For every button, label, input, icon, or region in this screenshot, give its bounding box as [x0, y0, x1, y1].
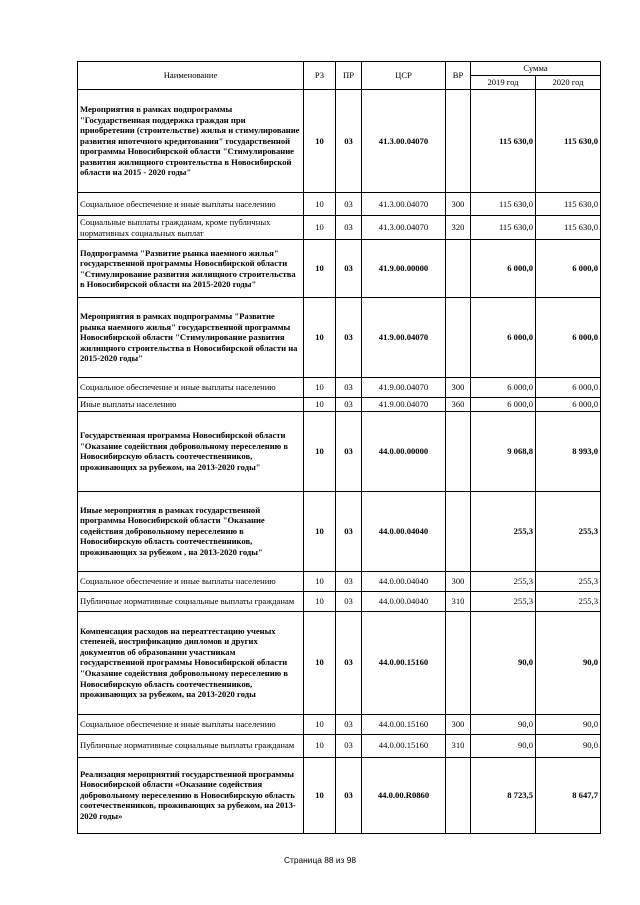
row-rz: 10 — [304, 240, 336, 298]
table-row — [78, 398, 601, 412]
row-value-2020: 255,3 — [536, 591, 601, 611]
row-rz: 10 — [304, 591, 336, 611]
row-pr: 03 — [336, 398, 362, 412]
row-value-2020: 6 000,0 — [536, 378, 601, 398]
table-row — [78, 571, 601, 591]
row-name: Публичные нормативные социальные выплаты гражданам — [78, 734, 304, 757]
row-value-2019: 6 000,0 — [471, 240, 536, 298]
row-vr: 300 — [446, 714, 471, 734]
row-vr — [446, 298, 471, 378]
row-rz: 10 — [304, 611, 336, 714]
header-rz: РЗ — [304, 62, 336, 90]
table-row — [78, 491, 601, 571]
row-name: Социальное обеспечение и иные выплаты населению — [78, 714, 304, 734]
row-csr: 41.3.00.04070 — [362, 193, 446, 216]
table-row — [78, 734, 601, 757]
header-name: Наименование — [78, 62, 304, 90]
row-vr — [446, 411, 471, 491]
table-row — [78, 714, 601, 734]
row-name: Реализация мероприятий государственной программы Новосибирской области «Оказание содействия добровольному переселению в Новосибирскую область соотечественников, проживающих за рубежом, на 2013-2020 годы» — [78, 757, 304, 833]
row-vr — [446, 240, 471, 298]
table-row — [78, 216, 601, 240]
row-name: Государственная программа Новосибирской области "Оказание содействия добровольному переселению в Новосибирскую область соотечественников, проживающих за рубежом, на 2013-2020 годы" — [78, 411, 304, 491]
row-value-2020: 90,0 — [536, 714, 601, 734]
table-row — [78, 411, 601, 491]
row-csr: 41.9.00.04070 — [362, 298, 446, 378]
row-value-2019: 6 000,0 — [471, 398, 536, 412]
row-vr — [446, 611, 471, 714]
row-name: Иные выплаты населению — [78, 398, 304, 412]
row-pr: 03 — [336, 714, 362, 734]
row-csr: 41.9.00.04070 — [362, 398, 446, 412]
row-csr: 41.9.00.04070 — [362, 378, 446, 398]
row-name: Мероприятия в рамках подпрограммы "Государственная поддержка граждан при приобретении (строительстве) жилья и стимулирование развития ипотечного кредитования" государственной программы Новосибирской области "Стимулирование развития жилищного строительства в Новосибирской области на 2015 - 2020 годы" — [78, 90, 304, 193]
row-name: Социальное обеспечение и иные выплаты населению — [78, 193, 304, 216]
row-value-2019: 255,3 — [471, 491, 536, 571]
row-csr: 41.3.00.04070 — [362, 90, 446, 193]
row-name: Публичные нормативные социальные выплаты гражданам — [78, 591, 304, 611]
row-pr: 03 — [336, 298, 362, 378]
row-csr: 44.0.00.R0860 — [362, 757, 446, 833]
row-vr: 310 — [446, 591, 471, 611]
row-name: Социальные выплаты гражданам, кроме публичных нормативных социальных выплат — [78, 216, 304, 240]
table-row — [78, 591, 601, 611]
row-pr: 03 — [336, 378, 362, 398]
row-pr: 03 — [336, 90, 362, 193]
row-csr: 44.0.00.15160 — [362, 734, 446, 757]
row-rz: 10 — [304, 571, 336, 591]
row-value-2020: 90,0 — [536, 734, 601, 757]
budget-table — [77, 61, 601, 834]
row-rz: 10 — [304, 378, 336, 398]
row-value-2019: 115 630,0 — [471, 216, 536, 240]
row-name: Социальное обеспечение и иные выплаты населению — [78, 571, 304, 591]
row-value-2019: 8 723,5 — [471, 757, 536, 833]
row-csr: 44.0.00.15160 — [362, 714, 446, 734]
row-value-2020: 90,0 — [536, 611, 601, 714]
row-name: Социальное обеспечение и иные выплаты населению — [78, 378, 304, 398]
table-row — [78, 757, 601, 833]
row-pr: 03 — [336, 491, 362, 571]
row-value-2019: 90,0 — [471, 714, 536, 734]
row-vr: 360 — [446, 398, 471, 412]
row-pr: 03 — [336, 216, 362, 240]
row-csr: 41.9.00.00000 — [362, 240, 446, 298]
header-vr: ВР — [446, 62, 471, 90]
row-value-2019: 115 630,0 — [471, 193, 536, 216]
table-row — [78, 611, 601, 714]
table-row — [78, 240, 601, 298]
table-row — [78, 378, 601, 398]
header-pr: ПР — [336, 62, 362, 90]
row-csr: 41.3.00.04070 — [362, 216, 446, 240]
row-vr — [446, 757, 471, 833]
row-rz: 10 — [304, 714, 336, 734]
row-rz: 10 — [304, 411, 336, 491]
row-value-2020: 8 647,7 — [536, 757, 601, 833]
header-csr: ЦСР — [362, 62, 446, 90]
row-vr: 310 — [446, 734, 471, 757]
row-csr: 44.0.00.04040 — [362, 571, 446, 591]
row-vr — [446, 491, 471, 571]
row-value-2020: 6 000,0 — [536, 240, 601, 298]
row-name: Подпрограмма "Развитие рынка наемного жилья" государственной программы Новосибирской области "Стимулирование развития жилищного строительства в Новосибирской области на 2015-2020 годы" — [78, 240, 304, 298]
row-value-2019: 6 000,0 — [471, 378, 536, 398]
row-rz: 10 — [304, 757, 336, 833]
row-value-2020: 255,3 — [536, 491, 601, 571]
row-value-2019: 6 000,0 — [471, 298, 536, 378]
row-value-2020: 115 630,0 — [536, 90, 601, 193]
row-csr: 44.0.00.00000 — [362, 411, 446, 491]
row-vr: 300 — [446, 378, 471, 398]
row-csr: 44.0.00.04040 — [362, 591, 446, 611]
row-value-2019: 9 068,8 — [471, 411, 536, 491]
row-csr: 44.0.00.04040 — [362, 491, 446, 571]
row-value-2020: 255,3 — [536, 571, 601, 591]
row-rz: 10 — [304, 734, 336, 757]
row-rz: 10 — [304, 398, 336, 412]
row-pr: 03 — [336, 611, 362, 714]
row-rz: 10 — [304, 193, 336, 216]
row-rz: 10 — [304, 216, 336, 240]
row-pr: 03 — [336, 591, 362, 611]
row-pr: 03 — [336, 240, 362, 298]
row-value-2020: 8 993,0 — [536, 411, 601, 491]
row-value-2019: 115 630,0 — [471, 90, 536, 193]
table-body — [78, 90, 601, 834]
row-value-2020: 115 630,0 — [536, 193, 601, 216]
row-vr: 300 — [446, 571, 471, 591]
row-rz: 10 — [304, 491, 336, 571]
row-value-2019: 90,0 — [471, 734, 536, 757]
row-pr: 03 — [336, 734, 362, 757]
page-footer: Страница 88 из 98 — [283, 855, 357, 865]
row-value-2019: 255,3 — [471, 571, 536, 591]
row-value-2020: 6 000,0 — [536, 398, 601, 412]
row-name: Иные мероприятия в рамках государственной программы Новосибирской области "Оказание содействия добровольному переселению в Новосибирскую область соотечественников, проживающих за рубежом , на 2013-2020 годы" — [78, 491, 304, 571]
row-name: Мероприятия в рамках подпрограммы "Развитие рынка наемного жилья" государственной программы Новосибирской области "Стимулирование развития жилищного строительства в Новосибирской области на 2015-2020 годы" — [78, 298, 304, 378]
row-vr: 300 — [446, 193, 471, 216]
table-row — [78, 298, 601, 378]
header-sum: Сумма — [471, 62, 601, 76]
row-csr: 44.0.00.15160 — [362, 611, 446, 714]
row-pr: 03 — [336, 411, 362, 491]
row-name: Компенсация расходов на переаттестацию ученых степеней, нострификацию дипломов и других документов об образовании участникам государственной программы Новосибирской области "Оказание содействия добровольному переселению в Новосибирскую область соотечественников, проживающих за рубежом, на 2013-2020 годы — [78, 611, 304, 714]
table-row — [78, 90, 601, 193]
row-pr: 03 — [336, 571, 362, 591]
header-2019: 2019 год — [471, 76, 536, 90]
table-header — [78, 62, 601, 90]
table-row — [78, 193, 601, 216]
row-pr: 03 — [336, 193, 362, 216]
row-value-2020: 115 630,0 — [536, 216, 601, 240]
row-vr: 320 — [446, 216, 471, 240]
row-vr — [446, 90, 471, 193]
row-value-2019: 255,3 — [471, 591, 536, 611]
row-rz: 10 — [304, 298, 336, 378]
row-pr: 03 — [336, 757, 362, 833]
row-rz: 10 — [304, 90, 336, 193]
header-2020: 2020 год — [536, 76, 601, 90]
row-value-2020: 6 000,0 — [536, 298, 601, 378]
row-value-2019: 90,0 — [471, 611, 536, 714]
